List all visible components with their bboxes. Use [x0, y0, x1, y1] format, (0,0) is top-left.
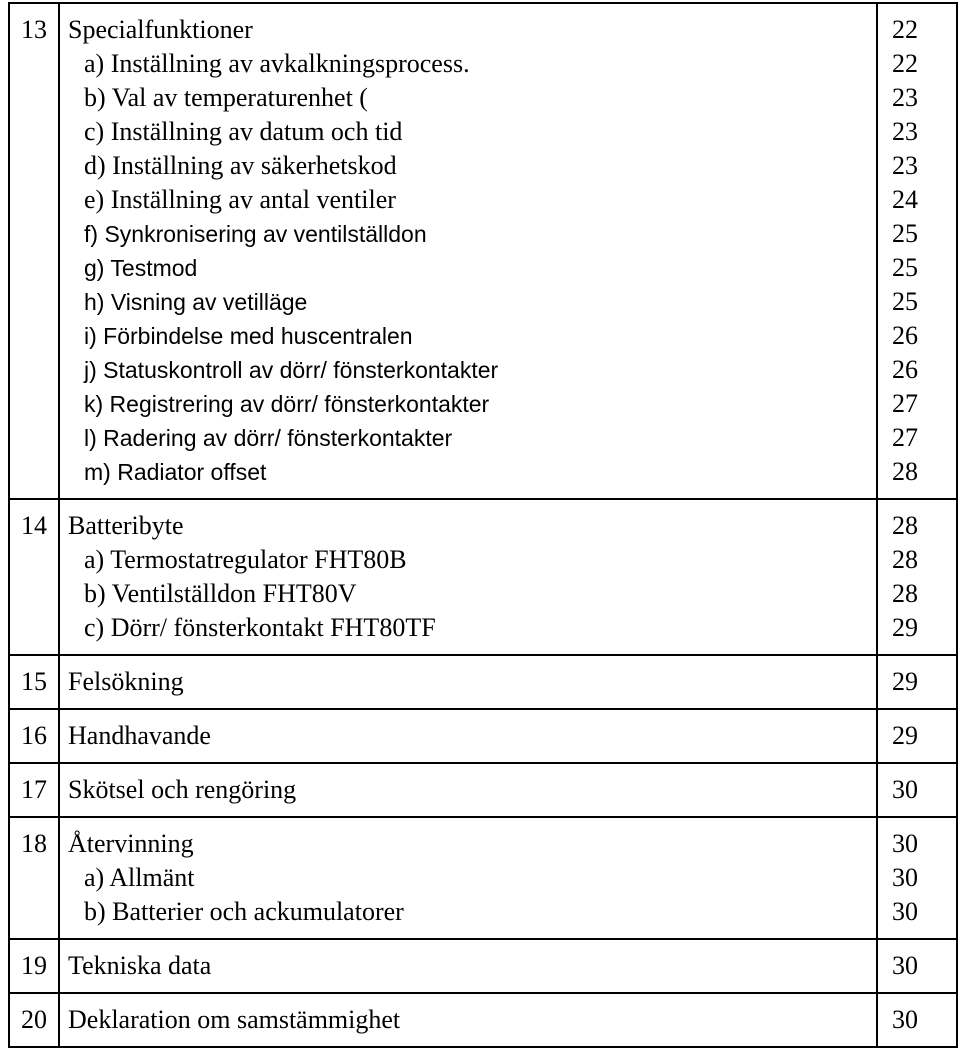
- section-title: Handhavande: [68, 721, 211, 750]
- subsection-title: c) Inställning av datum och tid: [84, 117, 403, 146]
- subsection-page-number: 30: [892, 863, 918, 892]
- section-title-cell: [59, 939, 877, 993]
- page-number-cell: [877, 763, 957, 817]
- page-number-cell: [877, 655, 957, 709]
- section-page-number: 29: [892, 721, 918, 750]
- toc-row: [9, 655, 957, 709]
- section-number: 18: [9, 817, 59, 939]
- section-title: Deklaration om samstämmighet: [68, 1005, 401, 1034]
- section-title-cell: [59, 709, 877, 763]
- subsection-title: m) Radiator offset: [84, 459, 267, 485]
- subsection-title: c) Dörr/ fönsterkontakt FHT80TF: [84, 613, 436, 642]
- page-number-cell: [877, 3, 957, 499]
- section-page-number: 22: [892, 15, 918, 44]
- subsection-title: g) Testmod: [84, 255, 198, 281]
- toc-row: [9, 993, 957, 1047]
- section-page-number: 29: [892, 667, 918, 696]
- subsection-title: j) Statuskontroll av dörr/ fönsterkontakter: [84, 357, 499, 383]
- section-title-cell: [59, 817, 877, 939]
- table-of-contents: [8, 2, 958, 1048]
- section-title-cell: [59, 763, 877, 817]
- section-number: 15: [9, 655, 59, 709]
- subsection-page-number: 26: [892, 355, 918, 384]
- subsection-page-number: 22: [892, 49, 918, 78]
- subsection-title: b) Val av temperaturenhet (: [84, 83, 368, 112]
- section-title-cell: [59, 3, 877, 499]
- subsection-title: a) Inställning av avkalkningsprocess.: [84, 49, 470, 78]
- section-title-cell: [59, 499, 877, 655]
- subsection-title: d) Inställning av säkerhetskod: [84, 151, 397, 180]
- section-page-number: 28: [892, 511, 918, 540]
- subsection-title: h) Visning av vetilläge: [84, 289, 308, 315]
- subsection-page-number: 25: [892, 253, 918, 282]
- subsection-page-number: 25: [892, 219, 918, 248]
- toc-row: [9, 817, 957, 939]
- subsection-title: k) Registrering av dörr/ fönsterkontakter: [84, 391, 490, 417]
- section-title-cell: [59, 993, 877, 1047]
- subsection-title: a) Termostatregulator FHT80B: [84, 545, 407, 574]
- section-title: Skötsel och rengöring: [68, 775, 297, 804]
- section-page-number: 30: [892, 951, 918, 980]
- section-page-number: 30: [892, 775, 918, 804]
- page-number-cell: [877, 939, 957, 993]
- section-title-cell: [59, 655, 877, 709]
- subsection-page-number: 28: [892, 545, 918, 574]
- toc-body: [9, 3, 957, 1047]
- page-number-cell: [877, 817, 957, 939]
- section-page-number: 30: [892, 1005, 918, 1034]
- subsection-title: a) Allmänt: [84, 863, 195, 892]
- section-number: 19: [9, 939, 59, 993]
- section-number: 14: [9, 499, 59, 655]
- subsection-title: i) Förbindelse med huscentralen: [84, 323, 413, 349]
- toc-row: [9, 499, 957, 655]
- subsection-title: l) Radering av dörr/ fönsterkontakter: [84, 425, 453, 451]
- toc-row: [9, 939, 957, 993]
- section-title: Batteribyte: [68, 511, 184, 540]
- subsection-page-number: 30: [892, 897, 918, 926]
- section-number: 17: [9, 763, 59, 817]
- subsection-page-number: 24: [892, 185, 918, 214]
- subsection-title: b) Batterier och ackumulatorer: [84, 897, 404, 926]
- section-number: 16: [9, 709, 59, 763]
- toc-row: [9, 709, 957, 763]
- section-title: Specialfunktioner: [68, 15, 253, 44]
- subsection-title: e) Inställning av antal ventiler: [84, 185, 396, 214]
- section-number: 20: [9, 993, 59, 1047]
- subsection-title: f) Synkronisering av ventilställdon: [84, 221, 427, 247]
- subsection-page-number: 23: [892, 117, 918, 146]
- subsection-page-number: 28: [892, 457, 918, 486]
- subsection-page-number: 27: [892, 389, 918, 418]
- section-title: Återvinning: [68, 829, 194, 858]
- subsection-title: b) Ventilställdon FHT80V: [84, 579, 357, 608]
- section-page-number: 30: [892, 829, 918, 858]
- toc-row: [9, 3, 957, 499]
- subsection-page-number: 27: [892, 423, 918, 452]
- section-title: Tekniska data: [68, 951, 212, 980]
- page-number-cell: [877, 499, 957, 655]
- subsection-page-number: 28: [892, 579, 918, 608]
- subsection-page-number: 25: [892, 287, 918, 316]
- toc-row: [9, 763, 957, 817]
- subsection-page-number: 23: [892, 83, 918, 112]
- subsection-page-number: 29: [892, 613, 918, 642]
- subsection-page-number: 26: [892, 321, 918, 350]
- page-number-cell: [877, 993, 957, 1047]
- page-number-cell: [877, 709, 957, 763]
- section-title: Felsökning: [68, 667, 184, 696]
- subsection-page-number: 23: [892, 151, 918, 180]
- section-number: 13: [9, 3, 59, 499]
